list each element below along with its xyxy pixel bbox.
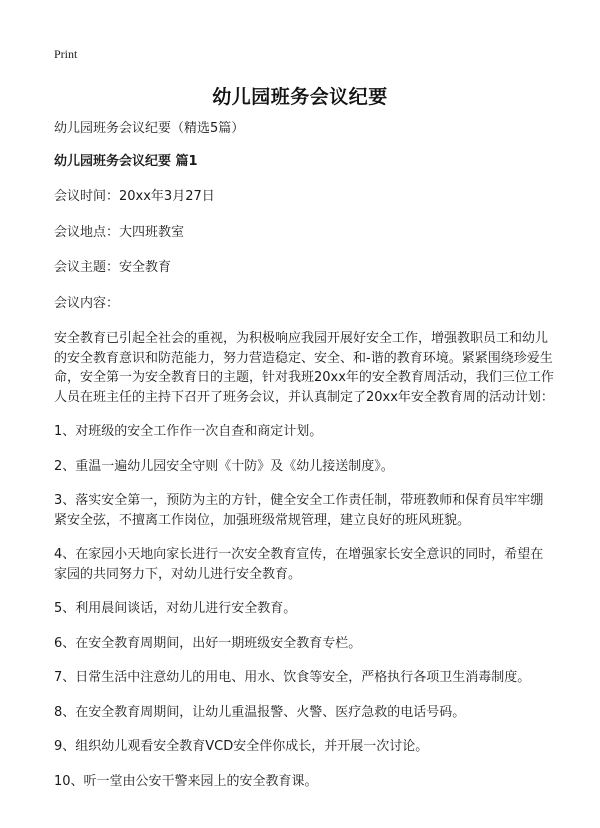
meeting-topic: 会议主题：安全教育	[54, 260, 172, 275]
list-item: 5、利用晨间谈话，对幼儿进行安全教育。	[54, 601, 297, 616]
page-title: 幼儿园班务会议纪要	[212, 86, 388, 108]
list-item: 9、组织幼儿观看安全教育VCD安全伴你成长，并开展一次讨论。	[54, 739, 429, 754]
section-heading: 幼儿园班务会议纪要 篇1	[54, 153, 198, 169]
document-subtitle: 幼儿园班务会议纪要（精选5篇）	[54, 121, 245, 136]
list-item: 2、重温一遍幼儿园安全守则《十防》及《幼儿接送制度》。	[54, 458, 394, 474]
list-item: 4、在家园小天地向家长进行一次安全教育宣传，在增强家长安全意识的同时，希望在家园的共同努力下，对幼儿进行安全教育。	[54, 547, 544, 582]
list-item: 10、听一堂由公安干警来园上的安全教育课。	[54, 773, 318, 789]
intro-paragraph: 安全教育已引起全社会的重视，为积极响应我园开展好安全工作，增强教职员工和幼儿的安全教育意识和防范能力，努力营造稳定、安全、和-谐的教育环境。紧紧围绕珍爱生命，安全第一为安全教育日的主题，针对我班20xx年的安全教育周活动，我们三位工作人员在班主任的主持下召开了班务会议，并认真制定了20xx年安全教育周的活动计划：	[54, 331, 554, 405]
list-item: 7、日常生活中注意幼儿的用电、用水、饮食等安全，严格执行各项卫生消毒制度。	[54, 670, 531, 685]
meeting-place: 会议地点：大四班教室	[54, 224, 185, 240]
print-link[interactable]: Print	[54, 47, 78, 61]
meeting-content-label: 会议内容：	[54, 295, 120, 311]
list-item: 3、落实安全第一，预防为主的方针，健全安全工作责任制，带班教师和保育员牢牢绷紧安全弦，不擅离工作岗位，加强班级常规管理，建立良好的班风班貌。	[54, 493, 544, 528]
list-item: 8、在安全教育周期间，让幼儿重温报警、火警、医疗急救的电话号码。	[54, 704, 466, 720]
list-item: 6、在安全教育周期间，出好一期班级安全教育专栏。	[54, 635, 362, 651]
list-item: 1、对班级的安全工作作一次自查和商定计划。	[54, 424, 323, 439]
meeting-time: 会议时间：20xx年3月27日	[54, 189, 215, 204]
document-body	[54, 119, 554, 806]
